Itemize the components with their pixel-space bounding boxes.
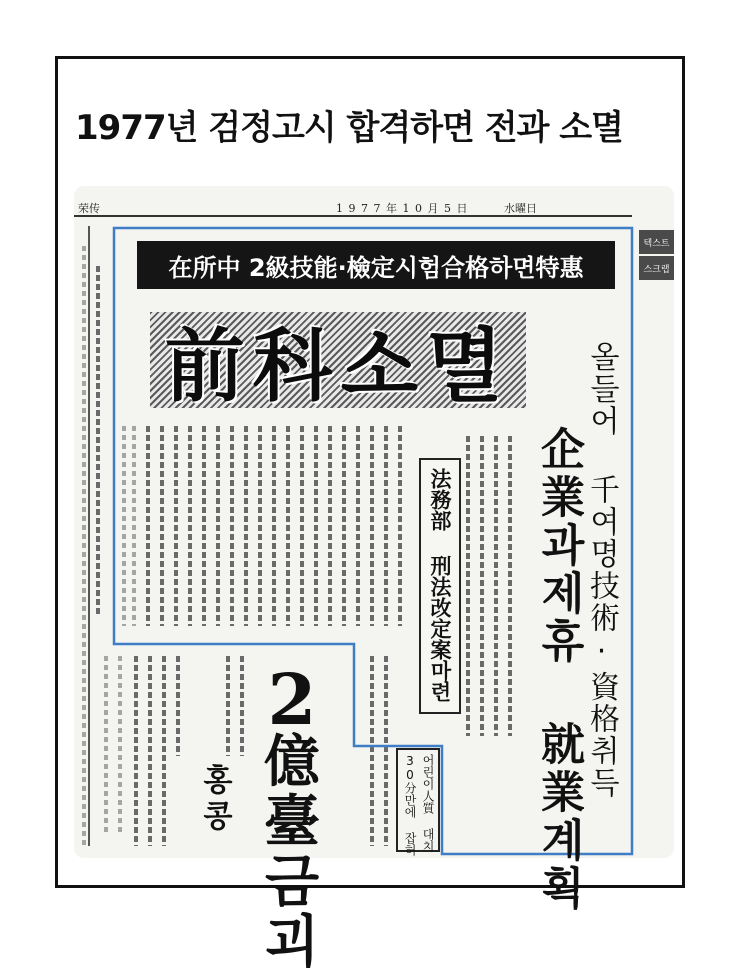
second-headline-place: 홍콩 — [197, 764, 232, 836]
post-title: 1977년 검정고시 합격하면 전과 소멸 — [75, 108, 623, 148]
second-headline-char: 臺 — [264, 789, 320, 855]
newspaper-clipping — [74, 186, 674, 975]
second-headline-rest: 금괴 — [264, 849, 320, 975]
second-headline-unit: 億 — [264, 729, 320, 795]
second-headline-number: 2 — [267, 658, 317, 741]
subheadline-2: 企業과제휴 就業계획 — [533, 426, 584, 913]
boxed-headline-text: 法務部 刑法改定案마련 — [428, 468, 452, 702]
issue-weekday: 水曜日 — [504, 202, 537, 215]
side-tab-text[interactable]: 텍스트 — [639, 230, 674, 254]
small-article-box — [396, 748, 440, 856]
masthead-left: 荣传 — [78, 202, 100, 215]
headline-banner: 在所中 2級技能·檢定시험合格하면特惠 — [137, 241, 615, 289]
main-headline: 前科소멸 — [164, 318, 512, 413]
small-article-line: 어린이人質 대치 — [421, 754, 435, 852]
subheadline-1: 올들어 千여명技術·資格취득 — [584, 341, 619, 799]
side-tab-scrap[interactable]: 스크랩 — [639, 256, 674, 280]
second-headline — [252, 658, 332, 975]
issue-date: 1 9 7 7 年 1 0 月 5 日 — [336, 202, 469, 215]
small-article-line: 30分만에 잡혀 — [403, 754, 417, 856]
boxed-headline — [419, 458, 461, 714]
